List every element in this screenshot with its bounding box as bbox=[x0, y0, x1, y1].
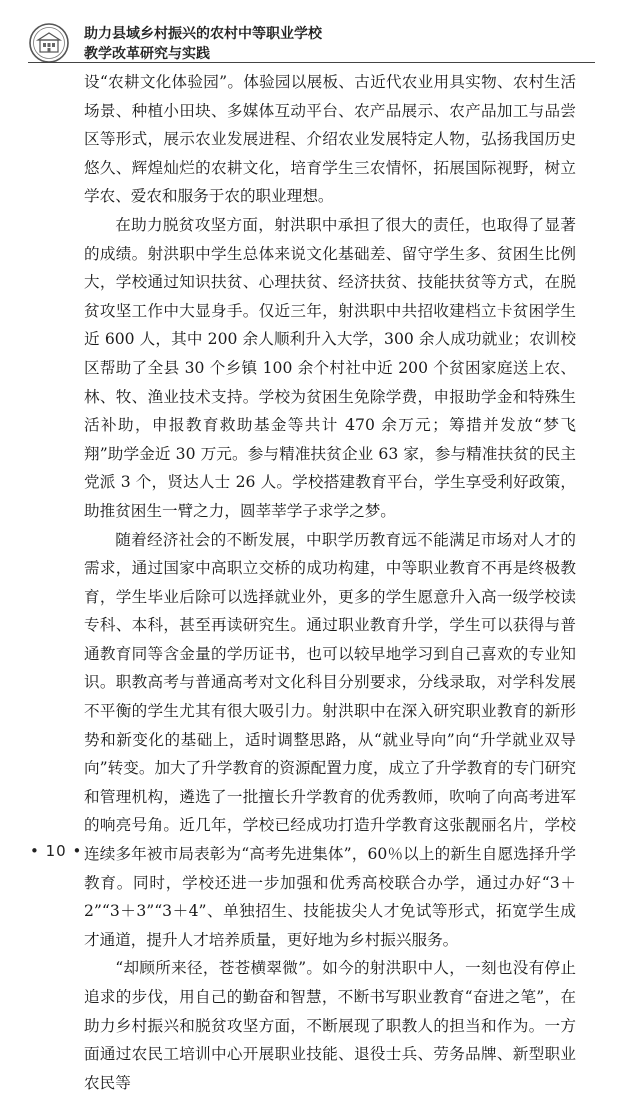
header-title-line-2: 教学改革研究与实践 bbox=[84, 46, 210, 62]
header-divider bbox=[28, 62, 595, 63]
paragraph-3: 随着经济社会的不断发展，中职学历教育远不能满足市场对人才的需求，通过国家中高职立交桥的成功构建，中等职业教育不再是终极教育，学生毕业后除可以选择就业外，更多的学生愿意升入高一级学校读专科、本科，甚至再读研究生。通过职业教育升学，学生可以获得与普通教育同等含金量的学历证书，也可以较早地学习到自己喜欢的专业知识。职教高考与普通高考对文化科目分别要求，分线录取，对学科发展不平衡的学生尤其有很大吸引力。射洪职中在深入研究职业教育的新形势和新变化的基础上，适时调整思路，从“就业导向”向“升学就业双导向”转变。加大了升学教育的资源配置力度，成立了升学教育的专门研究和管理机构，遴选了一批擅长升学教育的优秀教师，吹响了向高考进军的响亮号角。近几年，学校已经成功打造升学教育这张靓丽名片，学校连续多年被市局表彰为“高考先进集体”，60％以上的新生自愿选择升学教育。同时，学校还进一步加强和优秀高校联合办学，通过办好“3＋2”“3＋3”“3＋4”、单独招生、技能拔尖人才免试等形式，拓宽学生成才通道，提升人才培养质量，更好地为乡村振兴服务。 bbox=[84, 530, 576, 949]
page-number: • 10 • bbox=[30, 842, 83, 860]
paragraph-1: 设“农耕文化体验园”。体验园以展板、古近代农业用具实物、农村生活场景、种植小田块、多媒体互动平台、农产品展示、农产品加工与品尝区等形式，展示农业发展进程、介绍农业发展特定人物，弘扬我国历史悠久、辉煌灿烂的农耕文化，培育学生三农情怀，拓展国际视野，树立学农、爱农和服务于农的职业理想。 bbox=[84, 73, 576, 206]
paragraph-4: “却顾所来径，苍苍横翠微”。如今的射洪职中人，一刻也没有停止追求的步伐，用自己的勤奋和智慧，不断书写职业教育“奋进之笔”，在助力乡村振兴和脱贫攻坚方面，不断展现了职教人的担当和作为。一方面通过农民工培训中心开展职业技能、退役士兵、劳务品牌、新型职业农民等 bbox=[84, 959, 576, 1092]
school-logo-icon bbox=[28, 22, 70, 64]
running-header-title bbox=[84, 24, 584, 64]
header-title-line-1: 助力县域乡村振兴的农村中等职业学校 bbox=[84, 26, 322, 42]
paragraph-2: 在助力脱贫攻坚方面，射洪职中承担了很大的责任，也取得了显著的成绩。射洪职中学生总体来说文化基础差、留守学生多、贫困生比例大，学校通过知识扶贫、心理扶贫、经济扶贫、技能扶贫等方式，在脱贫攻坚工作中大显身手。仅近三年，射洪职中共招收建档立卡贫困学生近 600 人，其中 200 余人顺利升入大学，300 余人成功就业；农训校区帮助了全县 30 个乡镇 100 余个村社中近 200 个贫困家庭送上农、林、牧、渔业技术支持。学校为贫困生免除学费，申报助学金和特殊生活补助，申报教育救助基金等共计 470 余万元；筹措并发放“梦飞翔”助学金近 30 万元。参与精准扶贫企业 63 家，参与精准扶贫的民主党派 3 个，贤达人士 26 人。学校搭建教育平台，学生享受利好政策，助推贫困生一臂之力，圆莘莘学子求学之梦。 bbox=[84, 215, 576, 520]
page-header bbox=[28, 20, 588, 66]
body-text bbox=[84, 68, 576, 1097]
